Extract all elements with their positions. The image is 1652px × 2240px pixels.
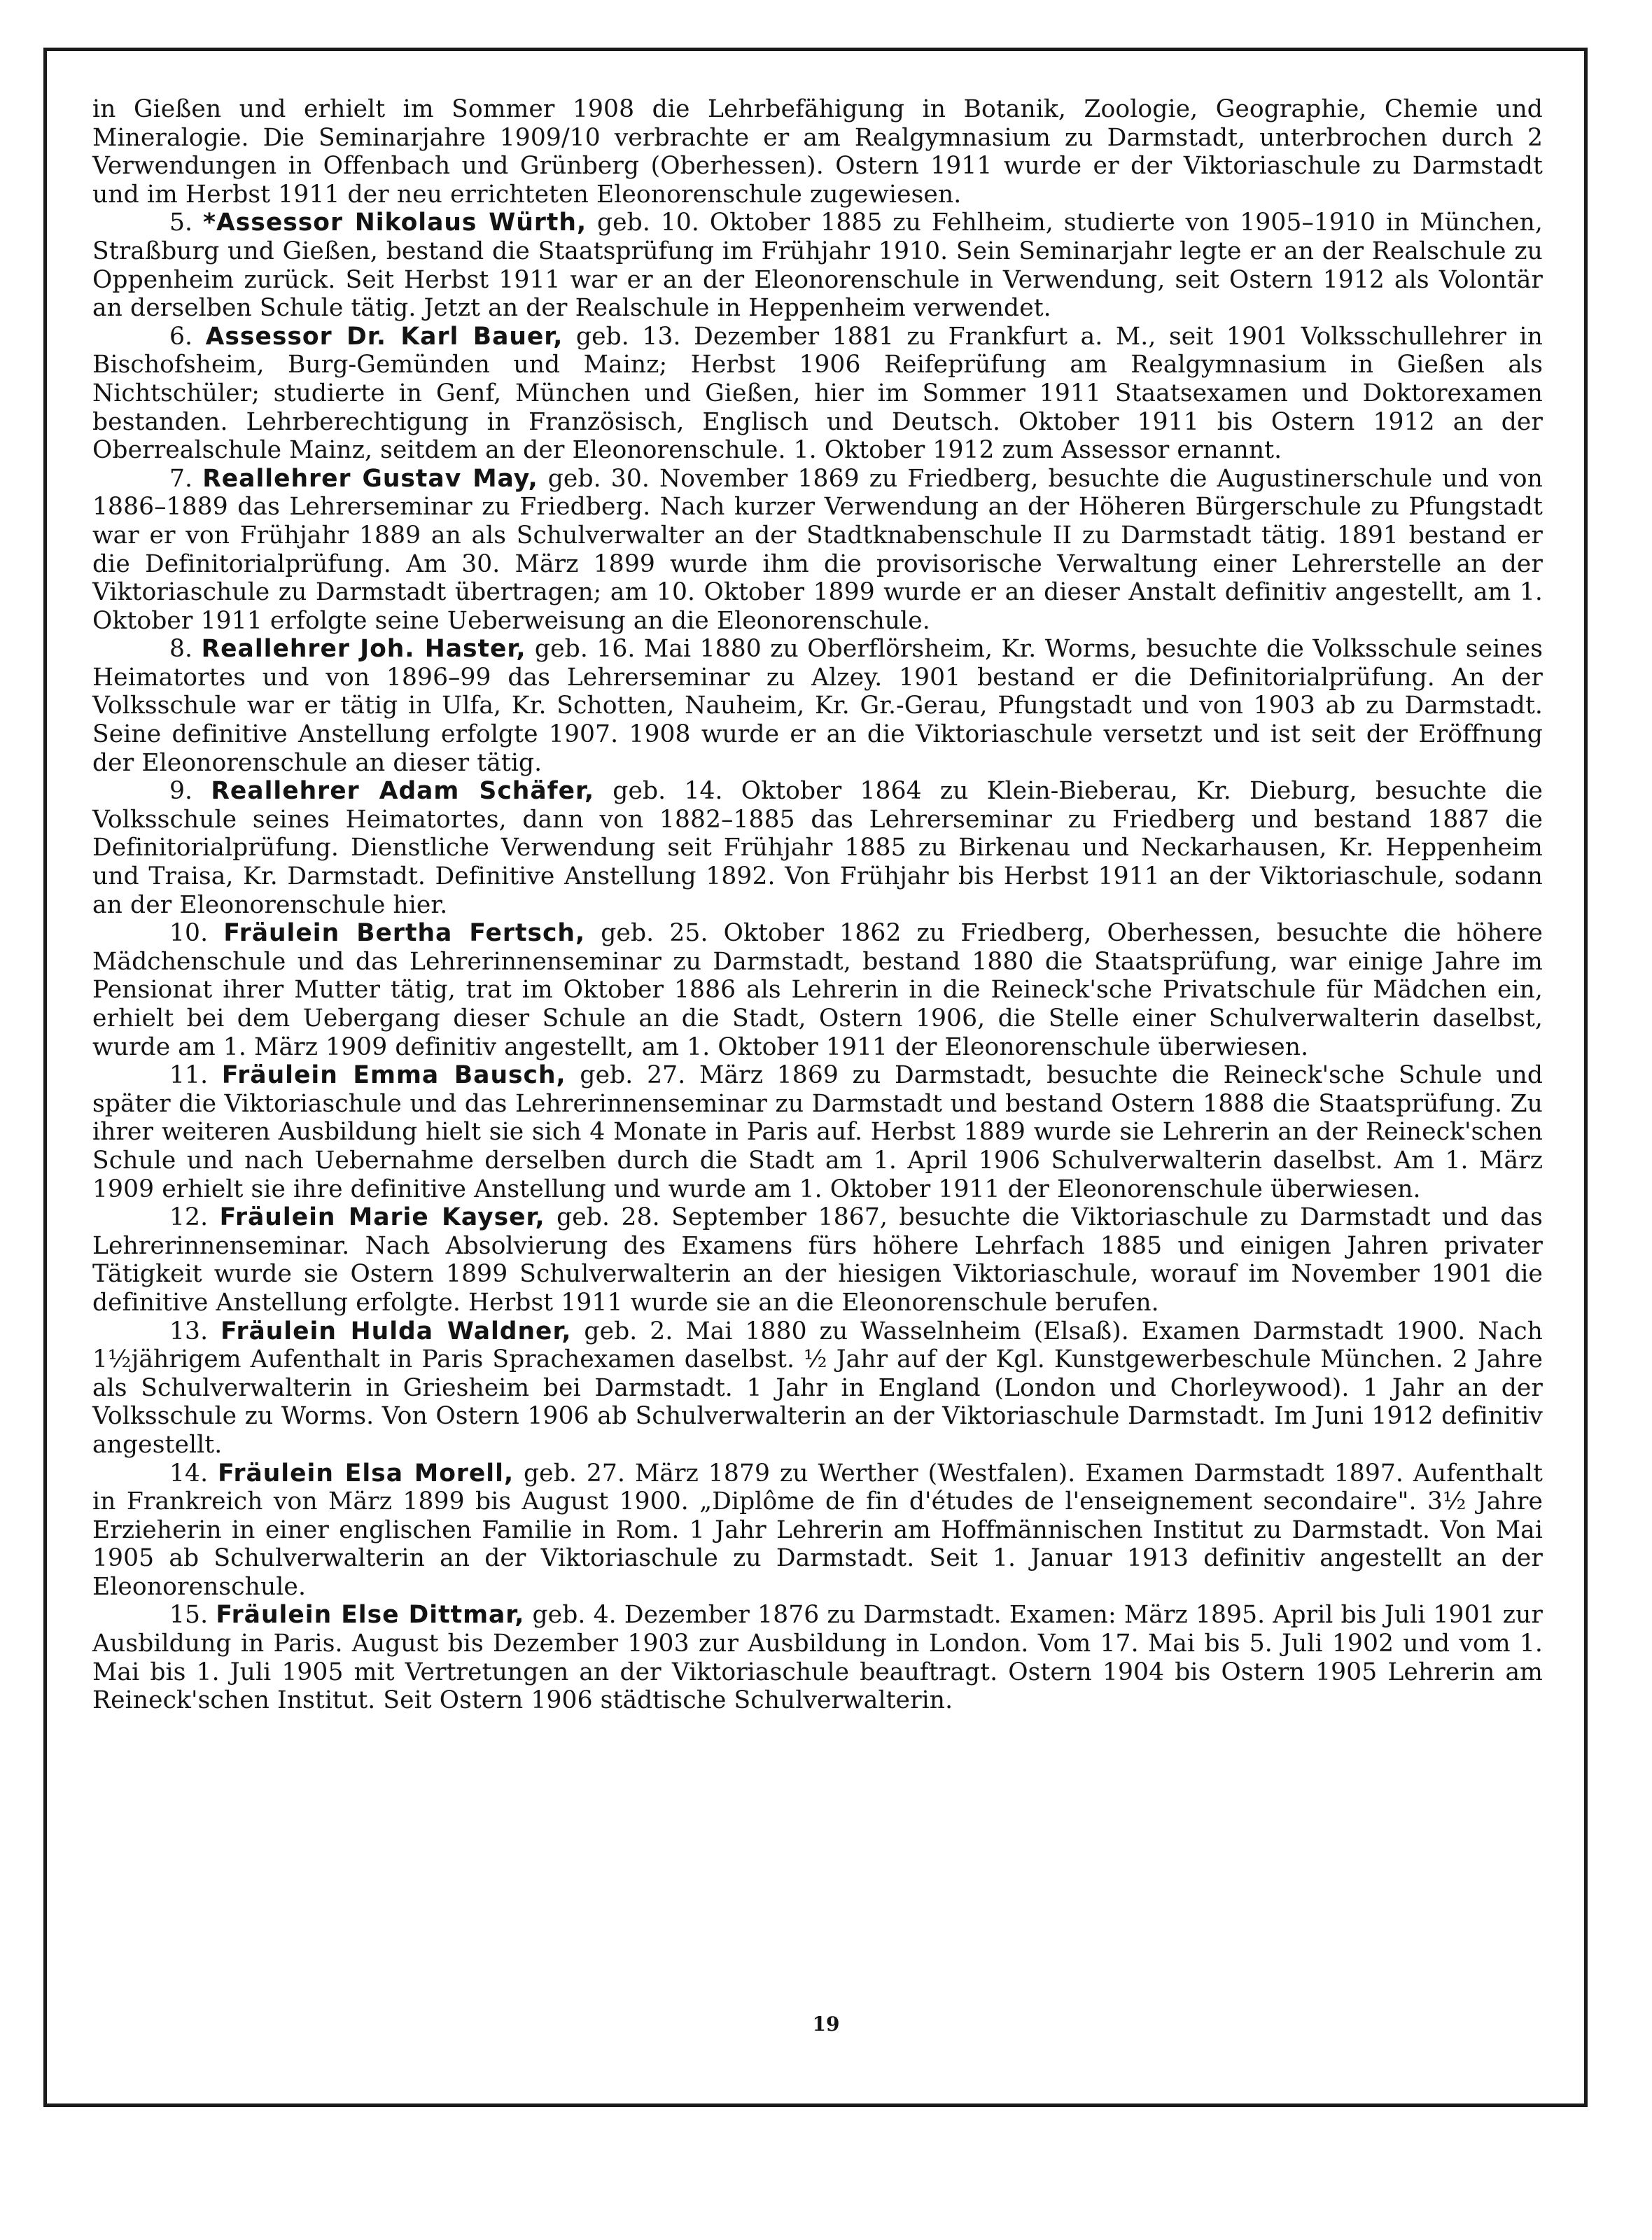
entry-name: Fräulein Elsa Morell, — [218, 1459, 514, 1488]
entry-paragraph — [92, 209, 1543, 322]
entry-name: Reallehrer Gustav May, — [202, 464, 538, 493]
entry-text: geb. 27. März 1879 zu Werther (Westfalen). Examen Darmstadt 1897. Aufenthalt in Frankreich von März 1899 bis August 1900. „Diplôme de fin d'études de l'enseignement secondaire". 3½ Jahre Erzieherin in einer englischen Familie in Rom. 1 Jahr Lehrerin am Hoffmännischen Institut zu Darmstadt. Von Mai 1905 ab Schulverwalterin an der Viktoriaschule zu Darmstadt. Seit 1. Januar 1913 definitiv angestellt an der Eleonorenschule. — [92, 1459, 1543, 1601]
entry-name: Fräulein Hulda Waldner, — [220, 1317, 572, 1345]
entry-number: 8. — [169, 635, 193, 664]
entry-name: Fräulein Marie Kayser, — [219, 1203, 545, 1232]
entry-paragraph — [92, 919, 1543, 1061]
entry-name: *Assessor Nikolaus Würth, — [203, 209, 587, 237]
entry-number: 7. — [169, 464, 193, 493]
entry-name: Reallehrer Joh. Haster, — [201, 635, 526, 664]
entry-name: Assessor Dr. Karl Bauer, — [205, 322, 564, 351]
entry-text: geb. 4. Dezember 1876 zu Darmstadt. Examen: März 1895. April bis Juli 1901 zur Ausbildung in Paris. August bis Dezember 1903 zur Ausbildung in London. Vom 17. Mai bis 5. Juli 1902 und vom 1. Mai bis 1. Juli 1905 mit Vertretungen an der Viktoriaschule beauftragt. Ostern 1904 bis Ostern 1905 Lehrerin am Reineck'schen Institut. Seit Ostern 1906 städtische Schulverwalterin. — [92, 1601, 1543, 1715]
entry-text: geb. 16. Mai 1880 zu Oberflörsheim, Kr. Worms, besuchte die Volksschule seines Heimatortes und von 1896–99 das Lehrerseminar zu Alzey. 1901 bestand er die Definitorialprüfung. An der Volksschule war er tätig in Ulfa, Kr. Schotten, Nauheim, Kr. Gr.-Gerau, Pfungstadt und von 1903 ab zu Darmstadt. Seine definitive Anstellung erfolgte 1907. 1908 wurde er an die Viktoriaschule versetzt und ist seit der Eröffnung der Eleonorenschule an dieser tätig. — [92, 635, 1544, 777]
entry-paragraph — [92, 323, 1543, 465]
entry-number: 6. — [169, 322, 193, 351]
entry-name: Reallehrer Adam Schäfer, — [211, 777, 595, 806]
entry-number: 9. — [169, 777, 193, 806]
entry-text: geb. 25. Oktober 1862 zu Friedberg, Oberhessen, besuchte die höhere Mädchenschule und das Lehrerinnenseminar zu Darmstadt, bestand 1880 die Staatsprüfung, war einige Jahre im Pensionat ihrer Mutter tätig, trat im Oktober 1886 als Lehrerin in die Reineck'sche Privatschule für Mädchen ein, erhielt bei dem Uebergang dieser Schule an die Stadt, Ostern 1906, die Stelle einer Schulverwalterin daselbst, wurde am 1. März 1909 definitiv angestellt, am 1. Oktober 1911 der Eleonorenschule überwiesen. — [92, 919, 1544, 1061]
entry-paragraph — [92, 1061, 1543, 1203]
entry-paragraph — [92, 777, 1543, 919]
entry-text: geb. 13. Dezember 1881 zu Frankfurt a. M., seit 1901 Volksschullehrer in Bischofsheim, Burg-Gemünden und Mainz; Herbst 1906 Reifeprüfung am Realgymnasium in Gießen als Nichtschüler; studierte in Genf, München und Gießen, hier im Sommer 1911 Staatsexamen und Doktorexamen bestanden. Lehrberechtigung in Französisch, Englisch und Deutsch. Oktober 1911 bis Ostern 1912 an der Oberrealschule Mainz, seitdem an der Eleonorenschule. 1. Oktober 1912 zum Assessor ernannt. — [92, 322, 1543, 465]
intro-text: in Gießen und erhielt im Sommer 1908 die Lehrbefähigung in Botanik, Zoologie, Geographie, Chemie und Mineralogie. Die Seminarjahre 1909/10 verbrachte er am Realgymnasium zu Darmstadt, unterbrochen durch 2 Verwendungen in Offenbach und Grünberg (Oberhessen). Ostern 1911 wurde er der Viktoriaschule zu Darmstadt und im Herbst 1911 der neu errichteten Eleonorenschule zugewiesen. — [92, 95, 1543, 209]
entry-paragraph — [92, 1460, 1543, 1602]
entry-number: 10. — [169, 919, 209, 948]
entry-number: 15. — [169, 1601, 209, 1630]
entry-paragraph — [92, 465, 1543, 636]
entry-text: geb. 28. September 1867, besuchte die Viktoriaschule zu Darmstadt und das Lehrerinnenseminar. Nach Absolvierung des Examens fürs höhere Lehrfach 1885 und einigen Jahren privater Tätigkeit wurde sie Ostern 1899 Schulverwalterin an der hiesigen Viktoriaschule, worauf im November 1901 die definitive Anstellung erfolgte. Herbst 1911 wurde sie an die Eleonorenschule berufen. — [92, 1203, 1543, 1317]
entry-name: Fräulein Emma Bausch, — [221, 1061, 566, 1090]
entry-paragraph — [92, 1601, 1543, 1714]
page-number: 19 — [812, 2012, 840, 2036]
entry-name: Fräulein Else Dittmar, — [216, 1601, 525, 1630]
entry-number: 14. — [169, 1459, 209, 1488]
entry-paragraph — [92, 635, 1543, 777]
entry-text: geb. 14. Oktober 1864 zu Klein-Bieberau, Kr. Dieburg, besuchte die Volksschule seines Heimatortes, dann von 1882–1885 das Lehrerseminar zu Friedberg und bestand 1887 die Definitorialprüfung. Dienstliche Verwendung seit Frühjahr 1885 zu Birkenau und Neckarhausen, Kr. Heppenheim und Traisa, Kr. Darmstadt. Definitive Anstellung 1892. Von Frühjahr bis Herbst 1911 an der Viktoriaschule, sodann an der Eleonorenschule hier. — [92, 777, 1544, 919]
page-content — [92, 95, 1543, 1715]
entry-text: geb. 27. März 1869 zu Darmstadt, besuchte die Reineck'sche Schule und später die Viktoriaschule und das Lehrerinnenseminar zu Darmstadt und bestand Ostern 1888 die Staatsprüfung. Zu ihrer weiteren Ausbildung hielt sie sich 4 Monate in Paris auf. Herbst 1889 wurde sie Lehrerin an der Reineck'schen Schule und nach Uebernahme derselben durch die Stadt am 1. April 1906 Schulverwalterin daselbst. Am 1. März 1909 erhielt sie ihre definitive Anstellung und wurde am 1. Oktober 1911 der Eleonorenschule überwiesen. — [92, 1061, 1544, 1203]
intro-paragraph — [92, 95, 1543, 209]
entry-paragraph — [92, 1203, 1543, 1317]
entry-number: 11. — [169, 1061, 209, 1090]
entry-name: Fräulein Bertha Fertsch, — [223, 919, 586, 948]
entry-number: 5. — [169, 209, 193, 237]
entry-number: 12. — [169, 1203, 209, 1232]
entry-text: geb. 10. Oktober 1885 zu Fehlheim, studierte von 1905–1910 in München, Straßburg und Gießen, bestand die Staatsprüfung im Frühjahr 1910. Sein Seminarjahr legte er an der Realschule zu Oppenheim zurück. Seit Herbst 1911 war er an der Eleonorenschule in Verwendung, seit Ostern 1912 als Volontär an derselben Schule tätig. Jetzt an der Realschule in Heppenheim verwendet. — [92, 209, 1543, 323]
entry-paragraph — [92, 1317, 1543, 1460]
entry-text: geb. 2. Mai 1880 zu Wasselnheim (Elsaß). Examen Darmstadt 1900. Nach 1½jährigem Aufenthalt in Paris Sprachexamen daselbst. ½ Jahr auf der Kgl. Kunstgewerbeschule München. 2 Jahre als Schulverwalterin in Griesheim bei Darmstadt. 1 Jahr in England (London und Chorleywood). 1 Jahr an der Volksschule zu Worms. Von Ostern 1906 ab Schulverwalterin an der Viktoriaschule Darmstadt. Im Juni 1912 definitiv angestellt. — [92, 1317, 1543, 1459]
entry-number: 13. — [169, 1317, 209, 1345]
entry-text: geb. 30. November 1869 zu Friedberg, besuchte die Augustinerschule und von 1886–1889 das Lehrerseminar zu Friedberg. Nach kurzer Verwendung an der Höheren Bürgerschule zu Pfungstadt war er von Frühjahr 1889 an als Schulverwalter an der Stadtknabenschule II zu Darmstadt tätig. 1891 bestand er die Definitorialprüfung. Am 30. März 1899 wurde ihm die provisorische Verwaltung einer Lehrerstelle an der Viktoriaschule zu Darmstadt übertragen; am 10. Oktober 1899 wurde er an dieser Anstalt definitiv angestellt, am 1. Oktober 1911 erfolgte seine Ueberweisung an die Eleonorenschule. — [92, 464, 1543, 635]
